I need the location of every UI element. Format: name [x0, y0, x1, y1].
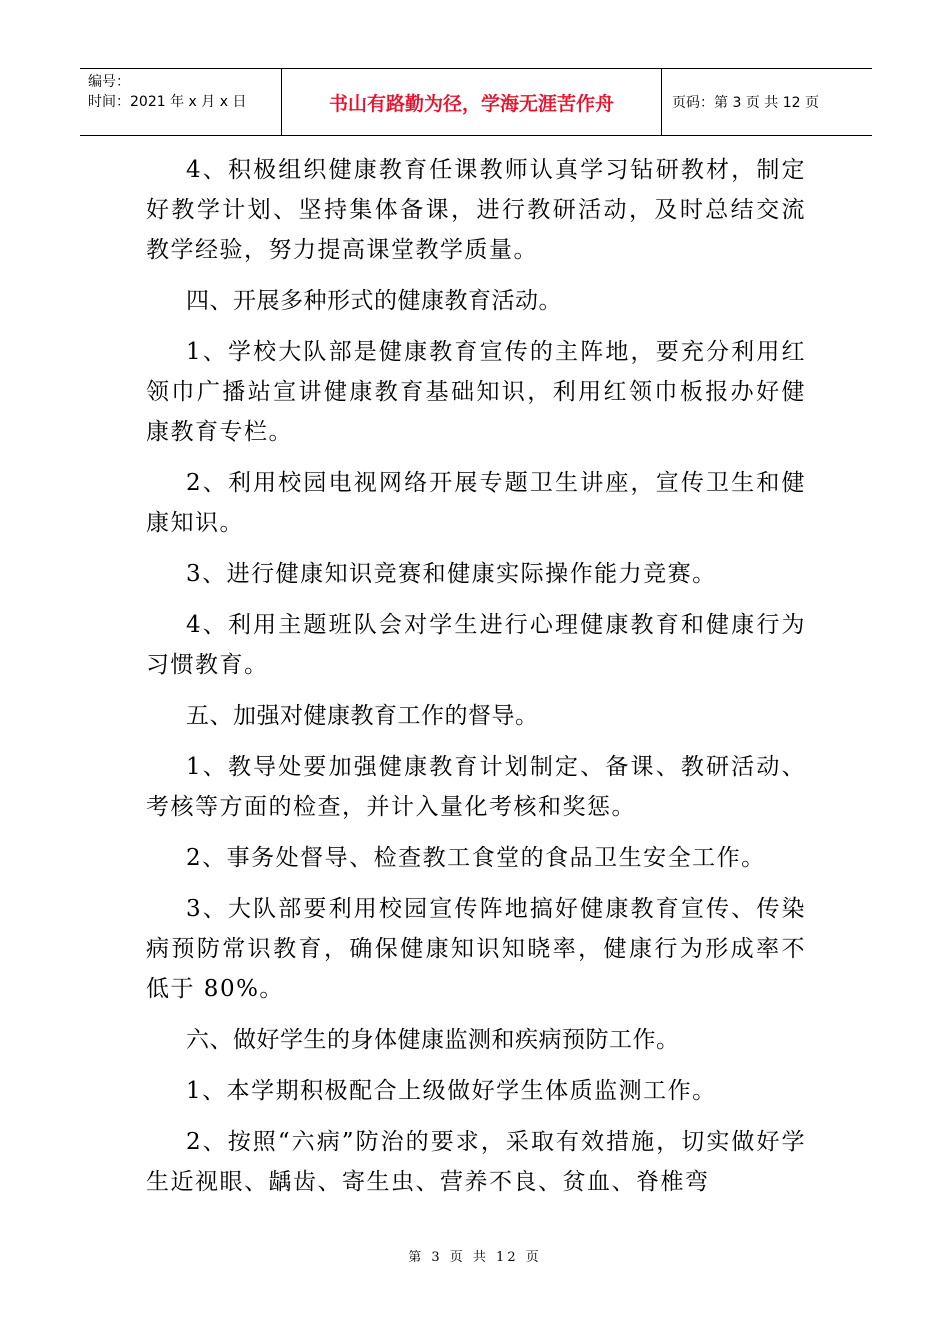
paragraph: 4、利用主题班队会对学生进行心理健康教育和健康行为习惯教育。 [146, 612, 806, 678]
document-body [146, 150, 806, 1213]
section-heading: 五、加强对健康教育工作的督导。 [186, 703, 539, 729]
page-header [80, 68, 872, 136]
paragraph: 3、大队部要利用校园宣传阵地搞好健康教育宣传、传染病预防常识教育，确保健康知识知晓率，健康行为形成率不低于 80%。 [146, 896, 806, 1002]
section-heading: 四、开展多种形式的健康教育活动。 [186, 288, 562, 314]
paragraph: 1、教导处要加强健康教育计划制定、备课、教研活动、考核等方面的检查，并计入量化考核和奖惩。 [146, 754, 806, 820]
section-heading: 六、做好学生的身体健康监测和疾病预防工作。 [186, 1027, 680, 1053]
paragraph: 1、本学期积极配合上级做好学生体质监测工作。 [186, 1078, 717, 1104]
paragraph: 3、进行健康知识竞赛和健康实际操作能力竞赛。 [186, 561, 717, 587]
header-page-info: 页码：第 3 页 共 12 页 [672, 95, 819, 111]
serial-label: 编号： [88, 74, 130, 90]
paragraph: 2、利用校园电视网络开展专题卫生讲座，宣传卫生和健康知识。 [146, 470, 806, 536]
page-footer: 第 3 页 共 12 页 [408, 1250, 542, 1265]
paragraph: 2、按照“六病”防治的要求，采取有效措施，切实做好学生近视眼、龋齿、寄生虫、营养不良、贫血、脊椎弯 [146, 1129, 806, 1195]
header-meta [80, 69, 282, 135]
time-label: 时间：2021 年 x 月 x 日 [88, 94, 247, 110]
paragraph: 1、学校大队部是健康教育宣传的主阵地，要充分利用红领巾广播站宣讲健康教育基础知识，利用红领巾板报办好健康教育专栏。 [146, 339, 806, 445]
paragraph: 2、事务处督导、检查教工食堂的食品卫生安全工作。 [186, 845, 766, 871]
paragraph: 4、积极组织健康教育任课教师认真学习钻研教材，制定好教学计划、坚持集体备课，进行教研活动，及时总结交流教学经验，努力提高课堂教学质量。 [146, 157, 806, 263]
header-motto: 书山有路勤为径，学海无涯苦作舟 [282, 69, 662, 135]
